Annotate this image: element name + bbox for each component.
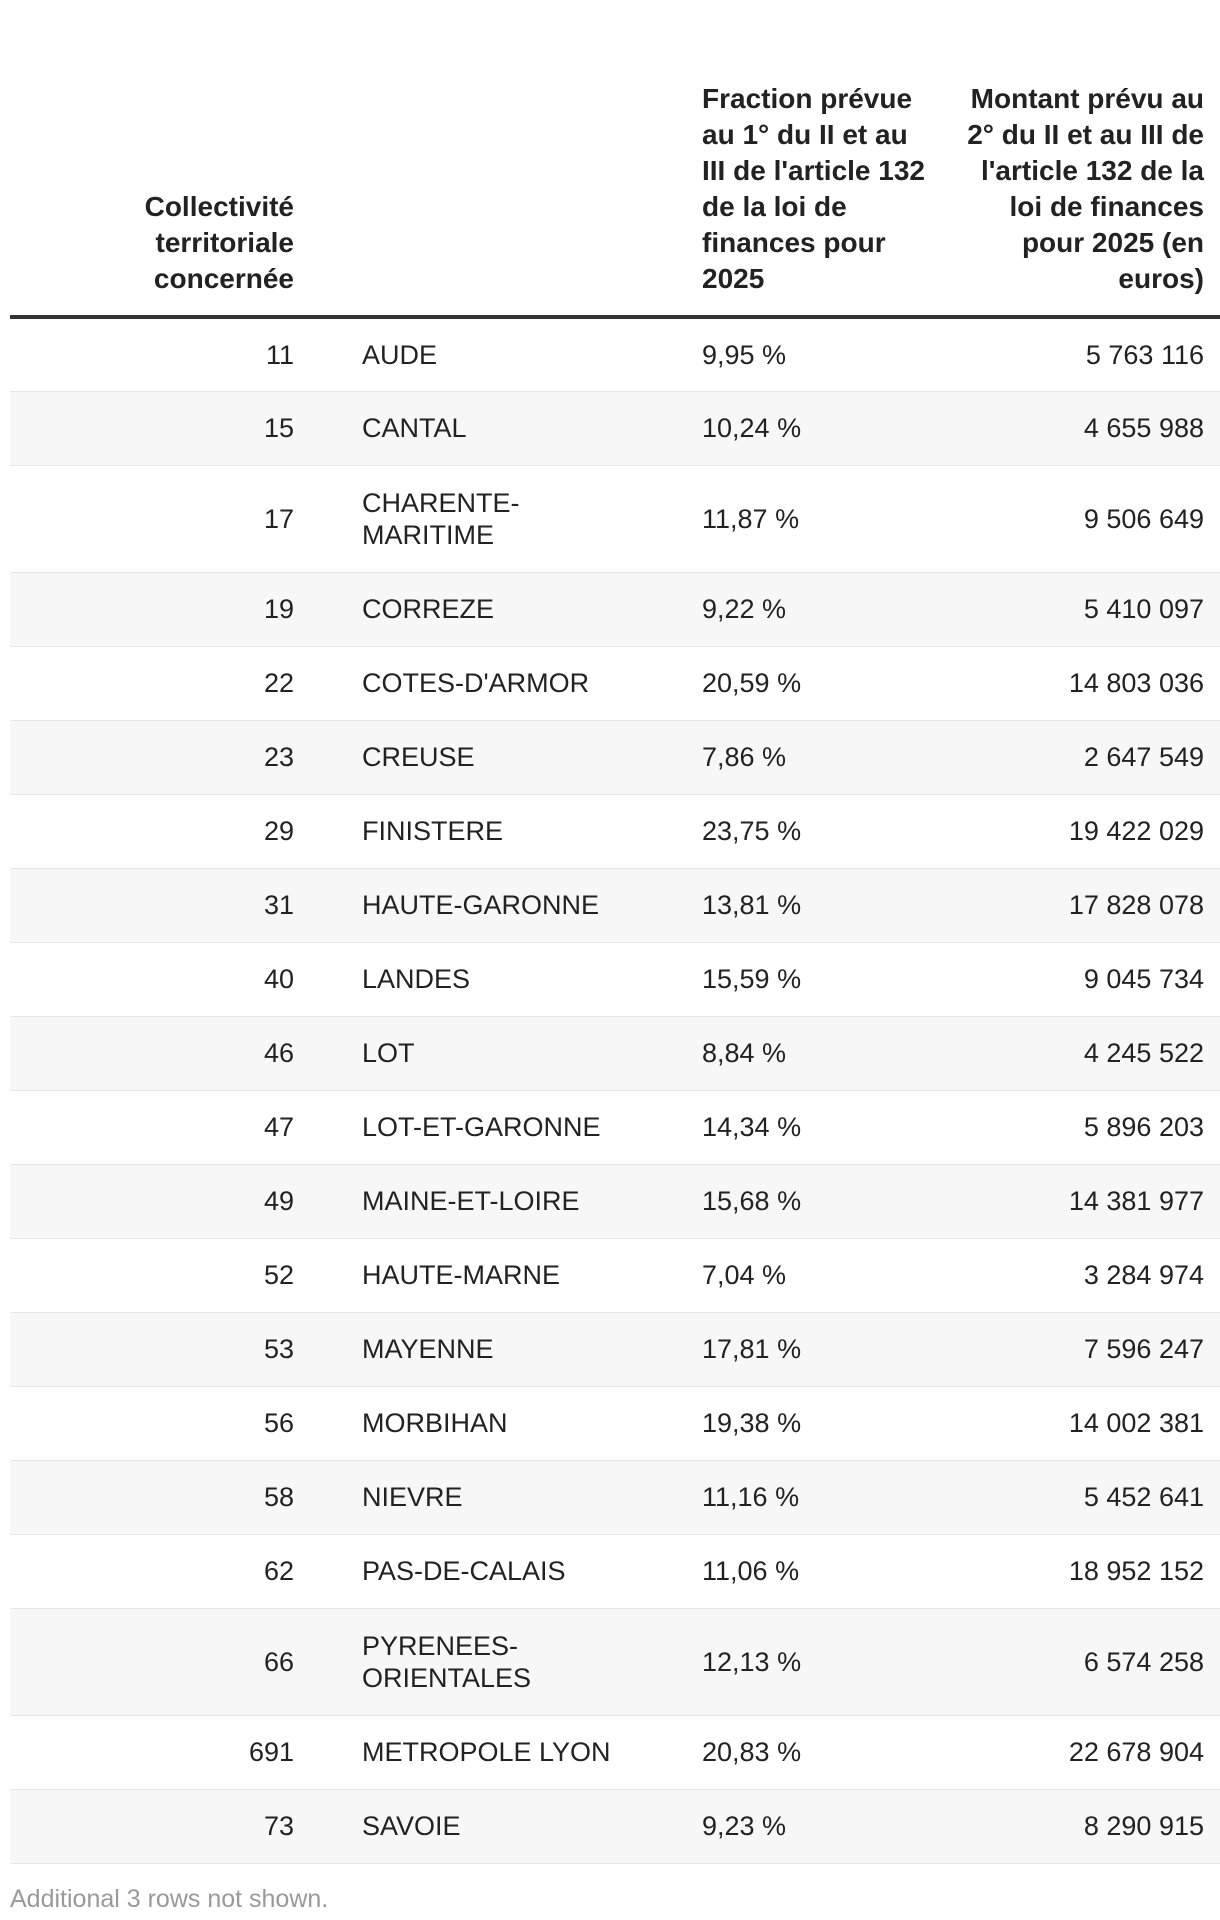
- cell-name: SAVOIE: [310, 1789, 650, 1863]
- cell-code: 15: [10, 391, 310, 465]
- table-row: [10, 868, 1220, 942]
- table-container: [10, 0, 1220, 1914]
- table-row: [10, 1386, 1220, 1460]
- table-row: [10, 1090, 1220, 1164]
- table-row: [10, 1312, 1220, 1386]
- table-body: [10, 317, 1220, 1863]
- cell-fraction: 11,87 %: [650, 465, 950, 572]
- cell-fraction: 11,06 %: [650, 1534, 950, 1608]
- table-row: [10, 942, 1220, 1016]
- cell-code: 23: [10, 720, 310, 794]
- table-row: [10, 1608, 1220, 1715]
- table-row: [10, 720, 1220, 794]
- table-row: [10, 1238, 1220, 1312]
- header-fraction: Fraction prévue au 1° du II et au III de l'article 132 de la loi de finances pour 2025: [650, 0, 950, 317]
- table-row: [10, 465, 1220, 572]
- cell-fraction: 9,22 %: [650, 572, 950, 646]
- cell-code: 73: [10, 1789, 310, 1863]
- cell-name: LOT-ET-GARONNE: [310, 1090, 650, 1164]
- cell-name: PAS-DE-CALAIS: [310, 1534, 650, 1608]
- cell-name: COTES-D'ARMOR: [310, 646, 650, 720]
- cell-amount: 9 506 649: [950, 465, 1220, 572]
- cell-fraction: 23,75 %: [650, 794, 950, 868]
- cell-name: CHARENTE-MARITIME: [310, 465, 650, 572]
- cell-code: 46: [10, 1016, 310, 1090]
- table-row: [10, 1715, 1220, 1789]
- cell-amount: 2 647 549: [950, 720, 1220, 794]
- table-row: [10, 1534, 1220, 1608]
- cell-name: MAYENNE: [310, 1312, 650, 1386]
- cell-amount: 8 290 915: [950, 1789, 1220, 1863]
- header-amount: Montant prévu au 2° du II et au III de l'article 132 de la loi de finances pour 2025 (en euros): [950, 0, 1220, 317]
- header-row: [10, 0, 1220, 317]
- cell-name: LOT: [310, 1016, 650, 1090]
- table-row: [10, 646, 1220, 720]
- cell-code: 66: [10, 1608, 310, 1715]
- cell-name: METROPOLE LYON: [310, 1715, 650, 1789]
- cell-fraction: 11,16 %: [650, 1460, 950, 1534]
- cell-code: 49: [10, 1164, 310, 1238]
- cell-code: 47: [10, 1090, 310, 1164]
- cell-amount: 14 002 381: [950, 1386, 1220, 1460]
- cell-fraction: 7,04 %: [650, 1238, 950, 1312]
- header-code: Collectivité territoriale concernée: [10, 0, 310, 317]
- table-row: [10, 1164, 1220, 1238]
- cell-code: 17: [10, 465, 310, 572]
- cell-amount: 4 245 522: [950, 1016, 1220, 1090]
- table-row: [10, 794, 1220, 868]
- header-name: [310, 0, 650, 317]
- cell-amount: 14 381 977: [950, 1164, 1220, 1238]
- cell-fraction: 13,81 %: [650, 868, 950, 942]
- cell-amount: 5 896 203: [950, 1090, 1220, 1164]
- cell-fraction: 20,59 %: [650, 646, 950, 720]
- cell-fraction: 17,81 %: [650, 1312, 950, 1386]
- cell-amount: 22 678 904: [950, 1715, 1220, 1789]
- cell-fraction: 9,23 %: [650, 1789, 950, 1863]
- cell-code: 40: [10, 942, 310, 1016]
- cell-code: 53: [10, 1312, 310, 1386]
- cell-fraction: 15,59 %: [650, 942, 950, 1016]
- cell-amount: 5 410 097: [950, 572, 1220, 646]
- footnote: Additional 3 rows not shown.: [10, 1884, 329, 1913]
- table-row: [10, 1016, 1220, 1090]
- cell-code: 58: [10, 1460, 310, 1534]
- cell-name: MORBIHAN: [310, 1386, 650, 1460]
- cell-amount: 19 422 029: [950, 794, 1220, 868]
- cell-name: NIEVRE: [310, 1460, 650, 1534]
- cell-code: 31: [10, 868, 310, 942]
- cell-code: 11: [10, 317, 310, 391]
- cell-amount: 17 828 078: [950, 868, 1220, 942]
- cell-code: 52: [10, 1238, 310, 1312]
- cell-fraction: 12,13 %: [650, 1608, 950, 1715]
- cell-name: CREUSE: [310, 720, 650, 794]
- cell-amount: 18 952 152: [950, 1534, 1220, 1608]
- cell-code: 56: [10, 1386, 310, 1460]
- cell-amount: 9 045 734: [950, 942, 1220, 1016]
- table-row: [10, 572, 1220, 646]
- cell-amount: 5 452 641: [950, 1460, 1220, 1534]
- table-row: [10, 1460, 1220, 1534]
- cell-fraction: 20,83 %: [650, 1715, 950, 1789]
- cell-amount: 6 574 258: [950, 1608, 1220, 1715]
- cell-name: CORREZE: [310, 572, 650, 646]
- cell-fraction: 14,34 %: [650, 1090, 950, 1164]
- cell-fraction: 7,86 %: [650, 720, 950, 794]
- cell-fraction: 8,84 %: [650, 1016, 950, 1090]
- table-row: [10, 391, 1220, 465]
- cell-code: 19: [10, 572, 310, 646]
- table-row: [10, 317, 1220, 391]
- cell-name: FINISTERE: [310, 794, 650, 868]
- cell-name: MAINE-ET-LOIRE: [310, 1164, 650, 1238]
- cell-amount: 7 596 247: [950, 1312, 1220, 1386]
- table-row: [10, 1789, 1220, 1863]
- cell-amount: 3 284 974: [950, 1238, 1220, 1312]
- cell-name: AUDE: [310, 317, 650, 391]
- table-header: [10, 0, 1220, 317]
- cell-amount: 4 655 988: [950, 391, 1220, 465]
- cell-name: PYRENEES-ORIENTALES: [310, 1608, 650, 1715]
- cell-amount: 14 803 036: [950, 646, 1220, 720]
- cell-code: 62: [10, 1534, 310, 1608]
- cell-name: HAUTE-GARONNE: [310, 868, 650, 942]
- cell-code: 691: [10, 1715, 310, 1789]
- cell-code: 29: [10, 794, 310, 868]
- cell-fraction: 9,95 %: [650, 317, 950, 391]
- cell-name: LANDES: [310, 942, 650, 1016]
- cell-fraction: 15,68 %: [650, 1164, 950, 1238]
- data-table: [10, 0, 1220, 1864]
- cell-name: CANTAL: [310, 391, 650, 465]
- cell-amount: 5 763 116: [950, 317, 1220, 391]
- cell-code: 22: [10, 646, 310, 720]
- cell-fraction: 19,38 %: [650, 1386, 950, 1460]
- cell-fraction: 10,24 %: [650, 391, 950, 465]
- cell-name: HAUTE-MARNE: [310, 1238, 650, 1312]
